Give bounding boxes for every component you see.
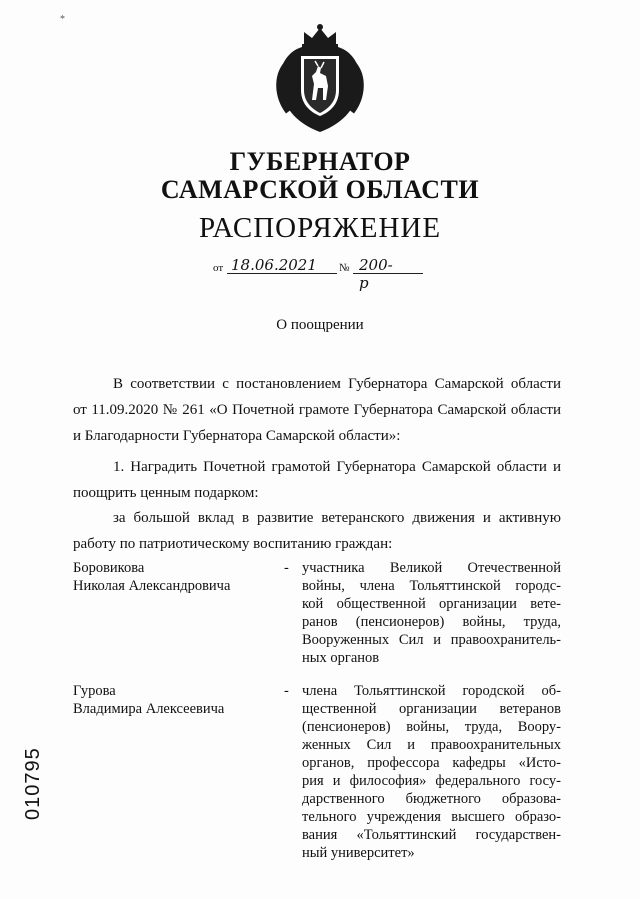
recipient-given-names: Владимира Алексеевича: [73, 701, 225, 717]
description-line: органов, профессора кафедры «Исто-: [302, 755, 561, 771]
recipient-description: [302, 682, 561, 862]
description-line: ный университет»: [302, 845, 415, 861]
date-prefix: от: [213, 262, 224, 274]
document-type-title: РАСПОРЯЖЕНИЕ: [198, 212, 442, 244]
description-line: ранов (пенсионеров) войны, труда,: [302, 614, 561, 630]
authority-line-2: САМАРСКОЙ ОБЛАСТИ: [160, 175, 480, 204]
clause-1-line-2: поощрить ценным подарком:: [73, 485, 259, 501]
registration-number: 010795: [22, 747, 44, 820]
description-line: участника Великой Отечественной: [302, 560, 561, 576]
reason-line-2: работу по патриотическому воспитанию граждан:: [73, 536, 393, 552]
recipient-name: [73, 559, 273, 595]
recipient-surname: Гурова: [73, 683, 116, 699]
description-line: вания «Тольяттинский государствен-: [302, 827, 561, 843]
description-line: кой общественной организации вете-: [302, 596, 561, 612]
number-value: 200-р: [359, 256, 393, 292]
description-line: женных Сил и правоохранительных: [302, 737, 561, 753]
recipient-dash: -: [284, 683, 289, 699]
description-line: (пенсионеров) войны, труда, Воору-: [302, 719, 561, 735]
description-line: рия и философия» федерального госу-: [302, 773, 561, 789]
description-line: щественной организации ветеранов: [302, 701, 561, 717]
clause-1-line-1: 1. Наградить Почетной грамотой Губернатора Самарской области и: [113, 459, 561, 475]
number-prefix: №: [339, 262, 350, 274]
preamble: [73, 371, 561, 449]
recipient-description: [302, 559, 561, 667]
reason-line-1: за большой вклад в развитие ветеранского движения и активную: [113, 510, 561, 526]
description-line: Вооруженных Сил и правоохранитель-: [302, 632, 561, 648]
recipient-given-names: Николая Александровича: [73, 578, 231, 594]
recipient-name: [73, 682, 273, 718]
issuing-authority: [0, 148, 640, 204]
date-underline: [227, 273, 337, 274]
description-line: тельного учреждения высшего образо-: [302, 809, 561, 825]
date-value: 18.06.2021: [231, 256, 317, 274]
preamble-line-1: В соответствии с постановлением Губернатора Самарской области: [113, 376, 561, 392]
recipient-surname: Боровикова: [73, 560, 145, 576]
document-subject: О поощрении: [276, 317, 364, 333]
authority-line-1: ГУБЕРНАТОР: [229, 147, 411, 176]
clause-1: [73, 454, 561, 506]
award-reason: [73, 505, 561, 557]
description-line: дарственного бюджетного образова-: [302, 791, 561, 807]
description-line: войны, члена Тольяттинской городс-: [302, 578, 561, 594]
number-underline: [353, 273, 423, 274]
preamble-line-3: и Благодарности Губернатора Самарской области»:: [73, 428, 401, 444]
description-line: ных органов: [302, 650, 380, 666]
recipient-dash: -: [284, 560, 289, 576]
scan-mark: *: [60, 14, 65, 25]
description-line: члена Тольяттинской городской об-: [302, 683, 561, 699]
samara-coat-of-arms-icon: [268, 24, 372, 136]
preamble-line-2: от 11.09.2020 № 261 «О Почетной грамоте Губернатора Самарской области: [73, 402, 561, 418]
